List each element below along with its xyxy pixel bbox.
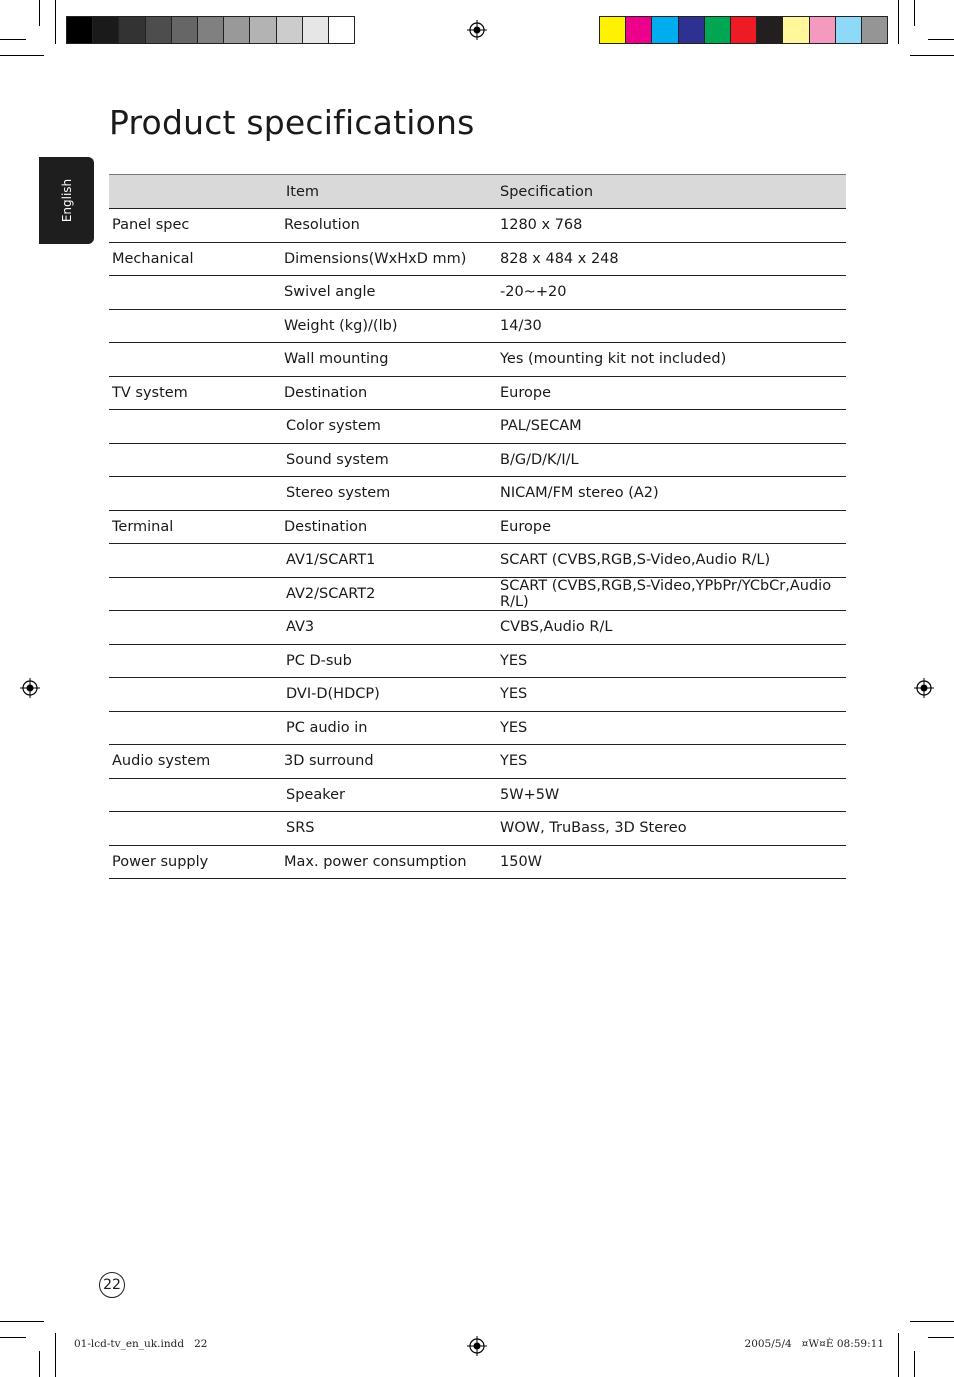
table-row — [109, 544, 846, 578]
item-cell: Stereo system — [282, 477, 498, 511]
item-cell: DVI-D(HDCP) — [282, 678, 498, 712]
swatch — [146, 17, 172, 43]
item-cell: PC D-sub — [282, 644, 498, 678]
specification-cell: 150W — [498, 845, 846, 879]
table-row — [109, 477, 846, 511]
item-cell: Destination — [282, 510, 498, 544]
swatch — [119, 17, 145, 43]
item-cell: 3D surround — [282, 745, 498, 779]
specification-cell: B/G/D/K/I/L — [498, 443, 846, 477]
crop-mark — [0, 55, 44, 56]
specification-cell: SCART (CVBS,RGB,S-Video,Audio R/L) — [498, 544, 846, 578]
item-cell: Max. power consumption — [282, 845, 498, 879]
table-row — [109, 209, 846, 243]
table-row — [109, 845, 846, 879]
table-row — [109, 510, 846, 544]
item-cell: Weight (kg)/(lb) — [282, 309, 498, 343]
table-row — [109, 611, 846, 645]
item-cell: AV2/SCART2 — [282, 577, 498, 611]
item-cell: AV3 — [282, 611, 498, 645]
item-cell: AV1/SCART1 — [282, 544, 498, 578]
specification-cell: PAL/SECAM — [498, 410, 846, 444]
registration-mark-icon — [467, 1336, 487, 1356]
category-cell — [109, 711, 282, 745]
category-cell — [109, 477, 282, 511]
header-item: Item — [282, 175, 498, 209]
swatch — [93, 17, 119, 43]
header-specification: Specification — [498, 175, 846, 209]
item-cell: Swivel angle — [282, 276, 498, 310]
category-cell — [109, 678, 282, 712]
specification-cell: YES — [498, 644, 846, 678]
item-cell: Resolution — [282, 209, 498, 243]
swatch — [652, 17, 678, 43]
crop-mark — [0, 1337, 26, 1338]
grayscale-calibration-bar — [66, 16, 355, 44]
specification-cell: CVBS,Audio R/L — [498, 611, 846, 645]
crop-mark — [914, 1351, 915, 1377]
crop-mark — [898, 1333, 899, 1377]
table-row — [109, 242, 846, 276]
specification-cell: -20~+20 — [498, 276, 846, 310]
page-title: Product specifications — [109, 103, 475, 142]
swatch — [679, 17, 705, 43]
category-cell: TV system — [109, 376, 282, 410]
table-row — [109, 644, 846, 678]
specification-cell: NICAM/FM stereo (A2) — [498, 477, 846, 511]
crop-mark — [910, 55, 954, 56]
swatch — [810, 17, 836, 43]
swatch — [198, 17, 224, 43]
language-label: English — [60, 178, 74, 223]
crop-mark — [55, 0, 56, 44]
table-row — [109, 678, 846, 712]
specification-cell: SCART (CVBS,RGB,S-Video,YPbPr/YCbCr,Audio R/L) — [498, 577, 846, 611]
table-row — [109, 276, 846, 310]
category-cell: Panel spec — [109, 209, 282, 243]
table-row — [109, 410, 846, 444]
swatch — [303, 17, 329, 43]
crop-mark — [914, 0, 915, 26]
swatch — [329, 17, 354, 43]
category-cell — [109, 544, 282, 578]
registration-mark-icon — [20, 678, 40, 698]
specification-cell: YES — [498, 711, 846, 745]
swatch — [862, 17, 887, 43]
footer-timestamp: 2005/5/4 ¤W¤È 08:59:11 — [744, 1338, 884, 1350]
table-row — [109, 376, 846, 410]
category-cell — [109, 644, 282, 678]
specification-cell: 828 x 484 x 248 — [498, 242, 846, 276]
specification-cell: 5W+5W — [498, 778, 846, 812]
category-cell — [109, 778, 282, 812]
specification-cell: WOW, TruBass, 3D Stereo — [498, 812, 846, 846]
crop-mark — [55, 1333, 56, 1377]
item-cell: Color system — [282, 410, 498, 444]
category-cell — [109, 812, 282, 846]
specification-cell: Europe — [498, 376, 846, 410]
crop-mark — [910, 1321, 954, 1322]
category-cell: Mechanical — [109, 242, 282, 276]
specification-cell: 1280 x 768 — [498, 209, 846, 243]
specification-cell: Europe — [498, 510, 846, 544]
table-row — [109, 745, 846, 779]
table-row — [109, 812, 846, 846]
crop-mark — [0, 39, 26, 40]
swatch — [224, 17, 250, 43]
category-cell — [109, 443, 282, 477]
table-row — [109, 778, 846, 812]
language-side-tab — [39, 157, 94, 244]
category-cell: Power supply — [109, 845, 282, 879]
swatch — [250, 17, 276, 43]
crop-mark — [39, 1351, 40, 1377]
category-cell: Terminal — [109, 510, 282, 544]
registration-mark-icon — [914, 678, 934, 698]
table-row — [109, 711, 846, 745]
swatch — [705, 17, 731, 43]
swatch — [757, 17, 783, 43]
category-cell — [109, 309, 282, 343]
item-cell: Sound system — [282, 443, 498, 477]
crop-mark — [928, 1337, 954, 1338]
category-cell — [109, 410, 282, 444]
crop-mark — [0, 1321, 44, 1322]
category-cell — [109, 343, 282, 377]
crop-mark — [898, 0, 899, 44]
table-row — [109, 309, 846, 343]
item-cell: Speaker — [282, 778, 498, 812]
specifications-table — [109, 174, 846, 879]
specification-cell: Yes (mounting kit not included) — [498, 343, 846, 377]
registration-mark-icon — [467, 20, 487, 40]
swatch — [626, 17, 652, 43]
swatch — [836, 17, 862, 43]
specification-cell: YES — [498, 678, 846, 712]
item-cell: Wall mounting — [282, 343, 498, 377]
swatch — [600, 17, 626, 43]
swatch — [67, 17, 93, 43]
category-cell — [109, 276, 282, 310]
page-number: 22 — [99, 1272, 125, 1298]
table-row — [109, 577, 846, 611]
swatch — [172, 17, 198, 43]
footer-file-info: 01-lcd-tv_en_uk.indd 22 — [74, 1338, 208, 1350]
swatch — [731, 17, 757, 43]
crop-mark — [39, 0, 40, 26]
swatch — [277, 17, 303, 43]
table-row — [109, 443, 846, 477]
specification-cell: YES — [498, 745, 846, 779]
item-cell: Destination — [282, 376, 498, 410]
table-row — [109, 343, 846, 377]
category-cell — [109, 611, 282, 645]
swatch — [783, 17, 809, 43]
header-category — [109, 175, 282, 209]
category-cell: Audio system — [109, 745, 282, 779]
crop-mark — [928, 39, 954, 40]
specification-cell: 14/30 — [498, 309, 846, 343]
item-cell: SRS — [282, 812, 498, 846]
item-cell: PC audio in — [282, 711, 498, 745]
color-calibration-bar — [599, 16, 888, 44]
item-cell: Dimensions(WxHxD mm) — [282, 242, 498, 276]
table-header-row — [109, 175, 846, 209]
category-cell — [109, 577, 282, 611]
